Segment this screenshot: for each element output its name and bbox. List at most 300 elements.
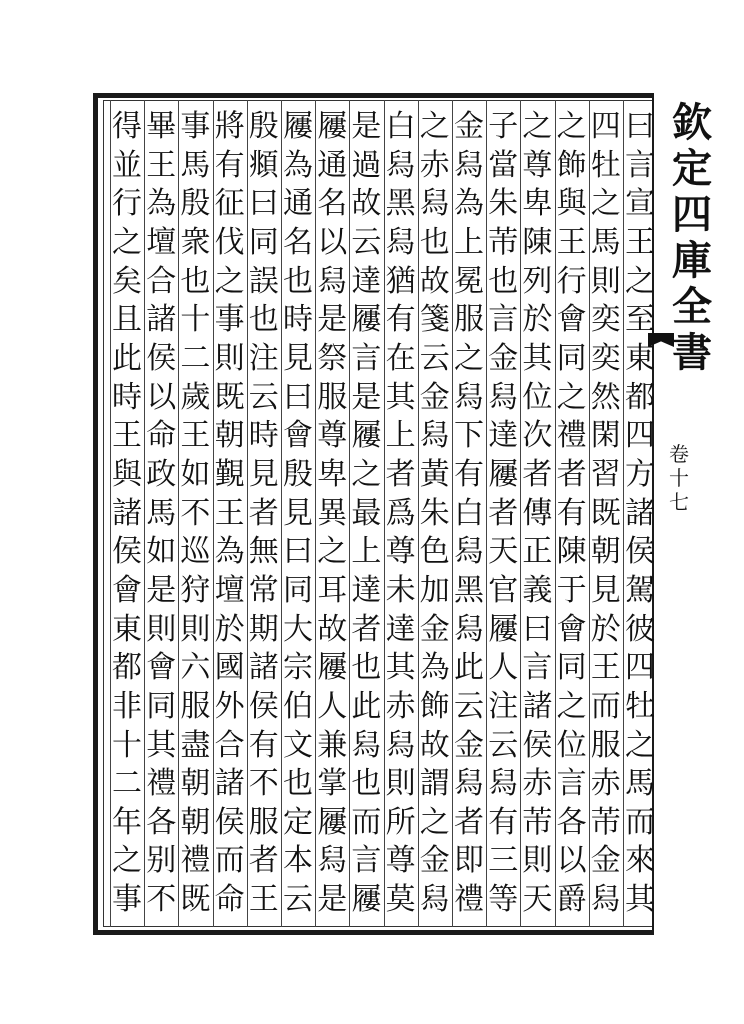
text-char: 之 <box>419 804 450 840</box>
text-char: 正 <box>522 534 553 570</box>
text-char: 曰 <box>625 109 655 144</box>
text-char: 列 <box>522 263 553 299</box>
text-char: 而 <box>214 843 245 879</box>
text-char: 曰 <box>522 611 553 647</box>
text-char: 芾 <box>522 804 553 840</box>
text-char: 者 <box>248 495 279 531</box>
text-char: 者 <box>351 611 382 647</box>
text-char: 事 <box>214 302 245 338</box>
text-column <box>104 108 150 920</box>
text-char: 曰 <box>248 186 279 222</box>
text-char: 爵 <box>556 882 587 918</box>
text-char: 言 <box>488 302 519 338</box>
side-title-char: 書 <box>672 329 712 376</box>
text-char: 四 <box>590 109 621 144</box>
text-char: 覲 <box>214 456 245 492</box>
text-char: 而 <box>351 804 382 840</box>
text-char: 為 <box>454 186 484 222</box>
text-char: 舄 <box>385 147 416 183</box>
text-char: 朝 <box>180 766 211 802</box>
text-char: 服 <box>454 302 484 338</box>
text-char: 禮 <box>454 882 484 918</box>
text-char: 未 <box>385 572 416 608</box>
text-char: 之 <box>112 843 142 879</box>
text-char: 舄 <box>454 766 484 802</box>
text-char: 色 <box>419 534 450 570</box>
text-char: 政 <box>146 456 177 492</box>
text-char: 合 <box>146 263 177 299</box>
text-char: 過 <box>351 147 382 183</box>
text-char: 傳 <box>522 495 553 531</box>
text-char: 者 <box>385 456 416 492</box>
text-char: 衆 <box>180 224 211 260</box>
text-char: 赤 <box>590 766 621 802</box>
text-char: 有 <box>385 302 416 338</box>
text-char: 盡 <box>180 727 211 763</box>
text-char: 上 <box>385 418 416 454</box>
text-char: 以 <box>146 379 177 415</box>
text-char: 年 <box>112 804 142 840</box>
text-char: 此 <box>351 688 382 724</box>
text-char: 諸 <box>146 302 177 338</box>
text-char: 也 <box>351 766 382 802</box>
text-char: 之 <box>625 727 655 763</box>
text-char: 頫 <box>248 147 279 183</box>
text-char: 王 <box>214 495 245 531</box>
text-char: 奕 <box>590 340 621 376</box>
text-char: 侯 <box>625 534 655 570</box>
text-char: 侯 <box>248 688 279 724</box>
text-char: 將 <box>214 109 245 144</box>
text-char: 其 <box>385 379 416 415</box>
text-char: 而 <box>590 688 621 724</box>
text-char: 王 <box>112 418 142 454</box>
text-char: 十 <box>180 302 211 338</box>
text-char: 牡 <box>625 688 655 724</box>
text-char: 諸 <box>248 650 279 686</box>
text-char: 注 <box>248 340 279 376</box>
text-char: 金 <box>419 379 450 415</box>
text-char: 此 <box>112 340 142 376</box>
text-char: 尊 <box>317 418 348 454</box>
text-char: 子 <box>488 109 519 144</box>
text-char: 為 <box>419 650 450 686</box>
text-char: 殷 <box>248 109 279 144</box>
text-char: 者 <box>248 843 279 879</box>
text-char: 云 <box>488 727 519 763</box>
text-char: 不 <box>146 882 177 918</box>
text-char: 是 <box>317 302 348 338</box>
text-char: 有 <box>454 456 484 492</box>
text-char: 舄 <box>317 843 348 879</box>
text-char: 舄 <box>419 418 450 454</box>
text-char: 則 <box>146 611 177 647</box>
text-char: 者 <box>556 456 587 492</box>
text-char: 黑 <box>454 572 484 608</box>
text-char: 舄 <box>317 263 348 299</box>
text-char: 卑 <box>317 456 348 492</box>
text-char: 也 <box>488 263 519 299</box>
text-char: 見 <box>283 495 313 531</box>
text-char: 舄 <box>419 882 450 918</box>
column-rule <box>110 100 111 927</box>
text-char: 二 <box>112 766 142 802</box>
text-char: 朱 <box>419 495 450 531</box>
text-char: 尊 <box>522 147 553 183</box>
text-char: 既 <box>590 495 621 531</box>
text-char: 朝 <box>180 804 211 840</box>
text-char: 期 <box>248 611 279 647</box>
text-char: 之 <box>317 534 348 570</box>
text-char: 會 <box>112 572 142 608</box>
text-char: 伐 <box>214 224 245 260</box>
text-char: 者 <box>454 804 484 840</box>
text-char: 其 <box>625 882 655 918</box>
text-char: 本 <box>283 843 313 879</box>
text-char: 誤 <box>248 263 279 299</box>
volume-label-char: 七 <box>669 490 689 514</box>
text-char: 下 <box>454 418 484 454</box>
text-char: 舄 <box>419 186 450 222</box>
text-char: 則 <box>590 263 621 299</box>
text-char: 文 <box>283 727 313 763</box>
side-title-char: 庫 <box>672 237 712 284</box>
text-char: 之 <box>556 379 587 415</box>
text-char: 以 <box>556 843 587 879</box>
text-char: 曰 <box>283 379 313 415</box>
text-char: 非 <box>112 688 142 724</box>
text-char: 馬 <box>590 224 621 260</box>
text-char: 天 <box>522 882 553 918</box>
text-char: 禮 <box>556 418 587 454</box>
text-char: 屨 <box>488 456 519 492</box>
text-char: 金 <box>419 611 450 647</box>
text-char: 也 <box>180 263 211 299</box>
text-char: 赤 <box>385 688 416 724</box>
text-char: 同 <box>556 650 587 686</box>
text-char: 名 <box>283 224 313 260</box>
text-char: 至 <box>625 302 655 338</box>
text-char: 曰 <box>283 534 313 570</box>
text-char: 會 <box>146 650 177 686</box>
text-char: 各 <box>556 804 587 840</box>
text-char: 舄 <box>488 766 519 802</box>
text-char: 得 <box>112 109 142 144</box>
text-char: 歲 <box>180 379 211 415</box>
text-char: 故 <box>317 611 348 647</box>
text-char: 赤 <box>419 147 450 183</box>
text-char: 伯 <box>283 688 313 724</box>
text-char: 之 <box>454 340 484 376</box>
text-char: 名 <box>317 186 348 222</box>
text-char: 云 <box>283 882 313 918</box>
text-char: 注 <box>488 688 519 724</box>
text-char: 是 <box>317 882 348 918</box>
text-char: 金 <box>454 727 484 763</box>
text-char: 王 <box>248 882 279 918</box>
text-char: 屨 <box>351 302 382 338</box>
text-char: 諸 <box>625 495 655 531</box>
text-char: 且 <box>112 302 142 338</box>
text-char: 壇 <box>214 572 245 608</box>
text-char: 王 <box>590 650 621 686</box>
text-char: 會 <box>283 418 313 454</box>
text-char: 既 <box>180 882 211 918</box>
text-char: 舄 <box>454 379 484 415</box>
side-title-char: 全 <box>672 283 712 330</box>
text-char: 三 <box>488 843 519 879</box>
text-char: 云 <box>248 379 279 415</box>
text-char: 外 <box>214 688 245 724</box>
side-title-char: 定 <box>672 145 712 192</box>
text-char: 馬 <box>146 495 177 531</box>
text-char: 人 <box>317 688 348 724</box>
text-char: 之 <box>625 263 655 299</box>
text-char: 飾 <box>419 688 450 724</box>
text-char: 爲 <box>385 495 416 531</box>
text-char: 禮 <box>180 843 211 879</box>
text-char: 等 <box>488 882 519 918</box>
text-char: 宣 <box>625 186 655 222</box>
text-char: 習 <box>590 456 621 492</box>
text-char: 也 <box>419 224 450 260</box>
text-char: 陳 <box>556 534 587 570</box>
text-char: 通 <box>317 147 348 183</box>
text-char: 之 <box>556 688 587 724</box>
text-char: 定 <box>283 804 313 840</box>
text-char: 朱 <box>488 186 519 222</box>
text-char: 服 <box>180 688 211 724</box>
text-char: 之 <box>112 224 142 260</box>
text-char: 别 <box>146 843 177 879</box>
text-char: 耳 <box>317 572 348 608</box>
text-char: 不 <box>248 766 279 802</box>
text-char: 行 <box>556 263 587 299</box>
text-char: 時 <box>283 302 313 338</box>
text-char: 白 <box>385 109 416 144</box>
text-char: 舄 <box>454 611 484 647</box>
text-char: 命 <box>146 418 177 454</box>
text-char: 無 <box>248 534 279 570</box>
text-char: 東 <box>625 340 655 376</box>
text-char: 馬 <box>625 766 655 802</box>
text-char: 最 <box>351 495 382 531</box>
text-char: 次 <box>522 418 553 454</box>
text-char: 與 <box>112 456 142 492</box>
text-char: 屨 <box>351 882 382 918</box>
text-char: 王 <box>146 147 177 183</box>
text-char: 常 <box>248 572 279 608</box>
text-char: 白 <box>454 495 484 531</box>
text-char: 言 <box>351 843 382 879</box>
text-char: 則 <box>214 340 245 376</box>
text-char: 來 <box>625 843 655 879</box>
text-char: 狩 <box>180 572 211 608</box>
text-char: 黑 <box>385 186 416 222</box>
text-char: 會 <box>556 611 587 647</box>
text-char: 會 <box>556 302 587 338</box>
text-char: 異 <box>317 495 348 531</box>
text-char: 舄 <box>488 379 519 415</box>
text-char: 東 <box>112 611 142 647</box>
text-char: 則 <box>385 766 416 802</box>
text-char: 同 <box>556 340 587 376</box>
text-char: 上 <box>454 224 484 260</box>
text-char: 云 <box>454 688 484 724</box>
text-char: 兼 <box>317 727 348 763</box>
text-char: 人 <box>488 650 519 686</box>
text-char: 言 <box>522 650 553 686</box>
text-char: 金 <box>454 109 484 144</box>
text-char: 事 <box>180 109 211 144</box>
text-char: 然 <box>590 379 621 415</box>
text-char: 而 <box>625 804 655 840</box>
text-char: 諸 <box>522 688 553 724</box>
text-char: 位 <box>522 379 553 415</box>
text-char: 尊 <box>385 843 416 879</box>
text-char: 猶 <box>385 263 416 299</box>
text-char: 壇 <box>146 224 177 260</box>
text-char: 言 <box>351 340 382 376</box>
text-char: 有 <box>556 495 587 531</box>
text-char: 彼 <box>625 611 655 647</box>
text-char: 則 <box>522 843 553 879</box>
text-char: 見 <box>590 572 621 608</box>
volume-label <box>664 442 694 514</box>
text-char: 屨 <box>317 650 348 686</box>
text-char: 方 <box>625 456 655 492</box>
text-char: 屨 <box>317 109 348 144</box>
text-char: 禮 <box>146 766 177 802</box>
text-char: 侯 <box>214 804 245 840</box>
text-char: 命 <box>214 882 245 918</box>
text-char: 征 <box>214 186 245 222</box>
text-char: 卑 <box>522 186 553 222</box>
text-char: 都 <box>112 650 142 686</box>
text-char: 既 <box>214 379 245 415</box>
text-char: 云 <box>419 340 450 376</box>
text-char: 事 <box>112 882 142 918</box>
text-char: 侯 <box>146 340 177 376</box>
text-char: 也 <box>283 263 313 299</box>
text-char: 國 <box>214 650 245 686</box>
text-char: 以 <box>317 224 348 260</box>
text-char: 有 <box>488 804 519 840</box>
text-char: 官 <box>488 572 519 608</box>
side-title-char: 欽 <box>672 99 712 146</box>
text-char: 舄 <box>351 727 382 763</box>
text-char: 舄 <box>385 224 416 260</box>
text-char: 赤 <box>522 766 553 802</box>
text-char: 則 <box>180 611 211 647</box>
text-char: 冕 <box>454 263 484 299</box>
text-char: 同 <box>283 572 313 608</box>
text-char: 王 <box>625 224 655 260</box>
text-char: 也 <box>283 766 313 802</box>
text-char: 朝 <box>590 534 621 570</box>
text-char: 屨 <box>351 418 382 454</box>
text-char: 為 <box>283 147 313 183</box>
text-char: 位 <box>556 727 587 763</box>
text-char: 即 <box>454 843 484 879</box>
text-char: 如 <box>146 534 177 570</box>
text-char: 者 <box>522 456 553 492</box>
text-char: 故 <box>419 727 450 763</box>
text-char: 奕 <box>590 302 621 338</box>
text-char: 之 <box>522 109 553 144</box>
text-char: 達 <box>385 611 416 647</box>
side-title <box>664 100 720 376</box>
text-char: 飾 <box>556 147 587 183</box>
text-char: 金 <box>488 340 519 376</box>
text-char: 於 <box>522 302 553 338</box>
text-char: 駕 <box>625 572 655 608</box>
text-char: 矣 <box>112 263 142 299</box>
side-title-char: 四 <box>672 191 712 238</box>
text-char: 二 <box>180 340 211 376</box>
text-char: 與 <box>556 186 587 222</box>
text-char: 芾 <box>590 804 621 840</box>
text-char: 箋 <box>419 302 450 338</box>
text-char: 四 <box>625 418 655 454</box>
text-char: 四 <box>625 650 655 686</box>
text-char: 為 <box>214 534 245 570</box>
text-char: 之 <box>556 109 587 144</box>
text-char: 宗 <box>283 650 313 686</box>
text-char: 畢 <box>146 109 177 144</box>
text-char: 十 <box>112 727 142 763</box>
text-char: 言 <box>625 147 655 183</box>
text-char: 服 <box>317 379 348 415</box>
text-char: 諸 <box>112 495 142 531</box>
text-char: 掌 <box>317 766 348 802</box>
text-char: 屨 <box>488 611 519 647</box>
text-char: 達 <box>488 418 519 454</box>
text-char: 當 <box>488 147 519 183</box>
text-char: 之 <box>351 456 382 492</box>
text-char: 同 <box>146 688 177 724</box>
text-char: 謂 <box>419 766 450 802</box>
text-char: 牡 <box>590 147 621 183</box>
text-char: 服 <box>590 727 621 763</box>
text-char: 金 <box>590 843 621 879</box>
volume-label-char: 卷 <box>669 442 689 466</box>
text-char: 王 <box>556 224 587 260</box>
text-char: 故 <box>419 263 450 299</box>
text-char: 殷 <box>180 186 211 222</box>
text-char: 同 <box>248 224 279 260</box>
text-char: 通 <box>283 186 313 222</box>
volume-label-char: 十 <box>669 466 689 490</box>
text-char: 在 <box>385 340 416 376</box>
text-char: 於 <box>214 611 245 647</box>
text-char: 見 <box>283 340 313 376</box>
text-char: 于 <box>556 572 587 608</box>
text-char: 達 <box>351 572 382 608</box>
text-char: 時 <box>248 418 279 454</box>
text-char: 時 <box>112 379 142 415</box>
text-char: 巡 <box>180 534 211 570</box>
text-char: 舄 <box>385 727 416 763</box>
text-char: 侯 <box>522 727 553 763</box>
text-char: 六 <box>180 650 211 686</box>
text-char: 天 <box>488 534 519 570</box>
text-char: 義 <box>522 572 553 608</box>
text-char: 殷 <box>283 456 313 492</box>
text-char: 其 <box>522 340 553 376</box>
text-char: 是 <box>351 379 382 415</box>
text-char: 屨 <box>317 804 348 840</box>
